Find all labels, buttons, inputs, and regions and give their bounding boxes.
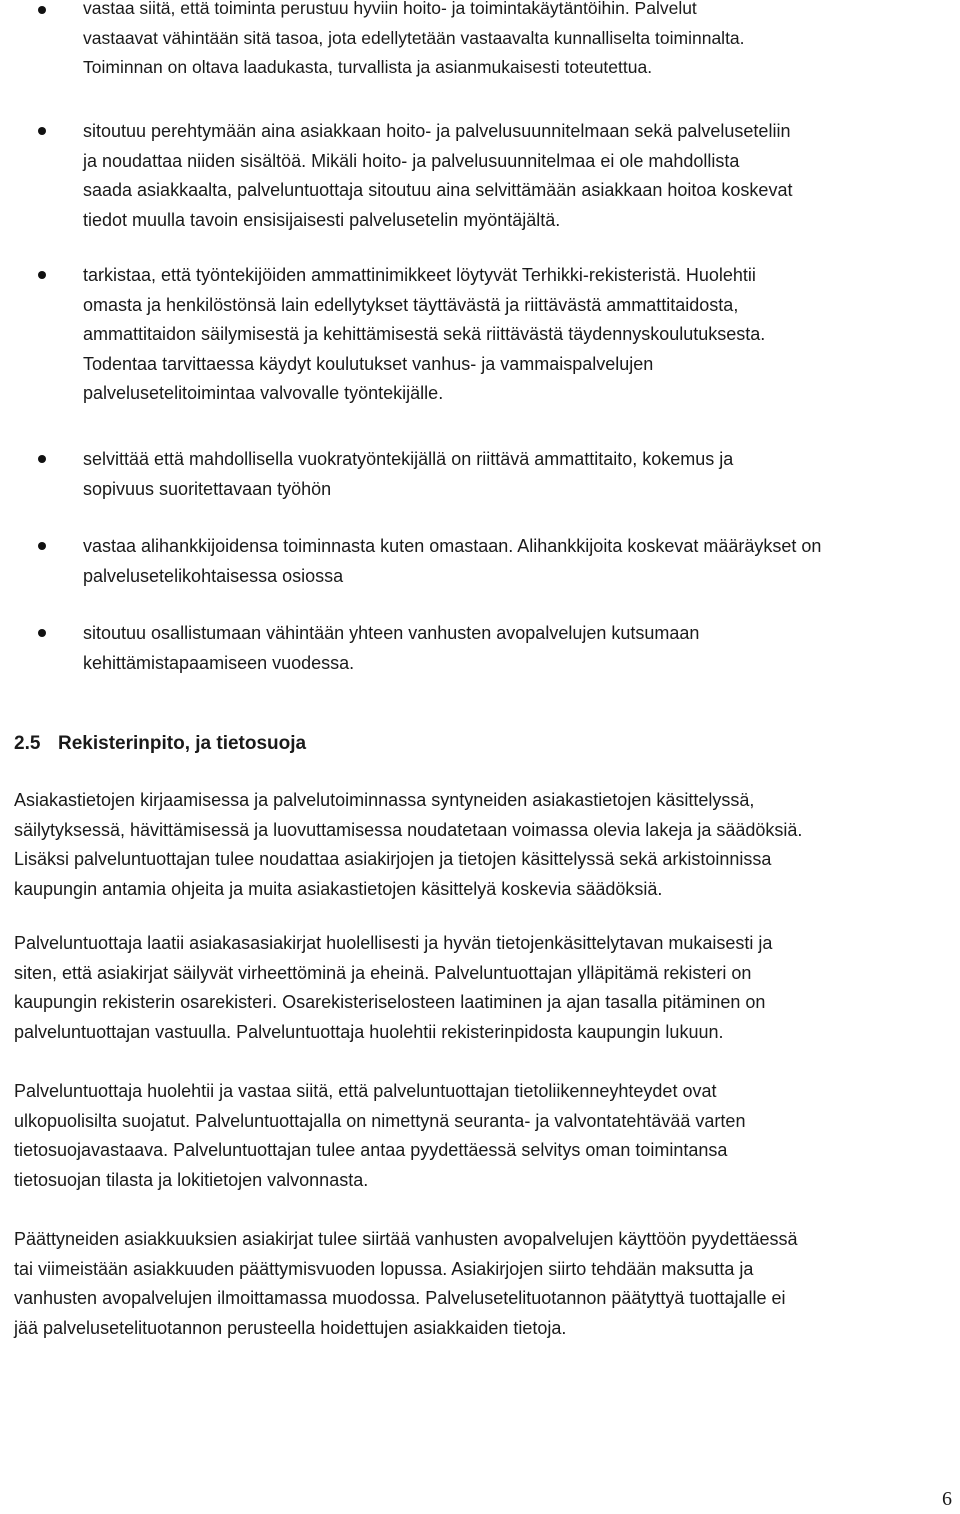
- section-title: Rekisterinpito, ja tietosuoja: [58, 733, 307, 754]
- bullet-text: sitoutuu perehtymään aina asiakkaan hoito- ja palvelusuunnitelmaan sekä palveluseteliin ja noudattaa niiden sisältöä. Mikäli hoito- ja palvelusuunnitelmaa ei ole mahdollista saada asiakkaalta, palveluntuottaja sitoutuu aina selvittämään asiakkaan hoitoa koskevat tiedot muulla tavoin ensisijaisesti palvelusetelin myöntäjältä.: [83, 121, 793, 230]
- paragraph: Asiakastietojen kirjaamisessa ja palvelutoiminnassa syntyneiden asiakastietojen käsittelyssä, säilytyksessä, hävittämisessä ja luovuttamisessa noudatetaan voimassa olevia lakeja ja säädöksiä. Lisäksi palveluntuottajan tulee noudattaa asiakirjojen ja tietojen käsittelyssä sekä arkistoinnissa kaupungin antamia ohjeita ja muita asiakastietojen käsittelyä koskevia säädöksiä.: [14, 790, 803, 899]
- bullet-text: vastaa alihankkijoidensa toiminnasta kuten omastaan. Alihankkijoita koskevat määräykset on palvelusetelikohtaisessa osiossa: [83, 536, 822, 586]
- bullet-text: vastaa siitä, että toiminta perustuu hyviin hoito- ja toimintakäytäntöihin. Palvelut vastaavat vähintään sitä tasoa, jota edellytetään vastaavalta kunnalliselta toiminnalta. Toiminnan on oltava laadukasta, turvallista ja asianmukaisesti toteutettua.: [83, 0, 745, 77]
- paragraph: Palveluntuottaja huolehtii ja vastaa siitä, että palveluntuottajan tietoliikenneyhteydet ovat ulkopuolisilta suojatut. Palveluntuottajalla on nimettynä seuranta- ja valvontatehtävää varten tietosuojavastaava. Palveluntuottajan tulee antaa pyydettäessä selvitys oman toimintansa tietosuojan tilasta ja lokitietojen valvonnasta.: [14, 1081, 746, 1190]
- bullet-icon: [38, 629, 46, 637]
- section-heading: [14, 730, 306, 758]
- bullet-icon: [38, 455, 46, 463]
- bullet-icon: [38, 542, 46, 550]
- bullet-icon: [38, 6, 46, 14]
- section-number: 2.5: [14, 733, 41, 754]
- bullet-icon: [38, 271, 46, 279]
- paragraph: Päättyneiden asiakkuuksien asiakirjat tulee siirtää vanhusten avopalvelujen käyttöön pyydettäessä tai viimeistään asiakkuuden päättymisvuoden lopussa. Asiakirjojen siirto tehdään maksutta ja vanhusten avopalvelujen ilmoittamassa muodossa. Palvelusetelituotannon päätyttyä tuottajalle ei jää palvelusetelituotannon perusteella hoidettujen asiakkaiden tietoja.: [14, 1229, 798, 1338]
- page-number: 6: [942, 1488, 952, 1510]
- bullet-icon: [38, 127, 46, 135]
- bullet-text: sitoutuu osallistumaan vähintään yhteen vanhusten avopalvelujen kutsumaan kehittämistapaamiseen vuodessa.: [83, 623, 700, 673]
- paragraph: Palveluntuottaja laatii asiakasasiakirjat huolellisesti ja hyvän tietojenkäsittelytavan mukaisesti ja siten, että asiakirjat säilyvät virheettöminä ja eheinä. Palveluntuottajan ylläpitämä rekisteri on kaupungin rekisterin osarekisteri. Osarekisteriselosteen laatiminen ja ajan tasalla pitäminen on palveluntuottajan vastuulla. Palveluntuottaja huolehtii rekisterinpidosta kaupungin lukuun.: [14, 933, 773, 1042]
- bullet-text: tarkistaa, että työntekijöiden ammattinimikkeet löytyvät Terhikki-rekisteristä. Huolehtii omasta ja henkilöstönsä lain edellytykset täyttävästä ja riittävästä ammattitaidosta, ammattitaidon säilymisestä ja kehittämisestä sekä riittävästä täydennyskoulutuksesta. Todentaa tarvittaessa käydyt koulutukset vanhus- ja vammaispalvelujen palvelusetelitoimintaa valvovalle työntekijälle.: [83, 265, 766, 403]
- bullet-text: selvittää että mahdollisella vuokratyöntekijällä on riittävä ammattitaito, kokemus ja sopivuus suoritettavaan työhön: [83, 449, 734, 499]
